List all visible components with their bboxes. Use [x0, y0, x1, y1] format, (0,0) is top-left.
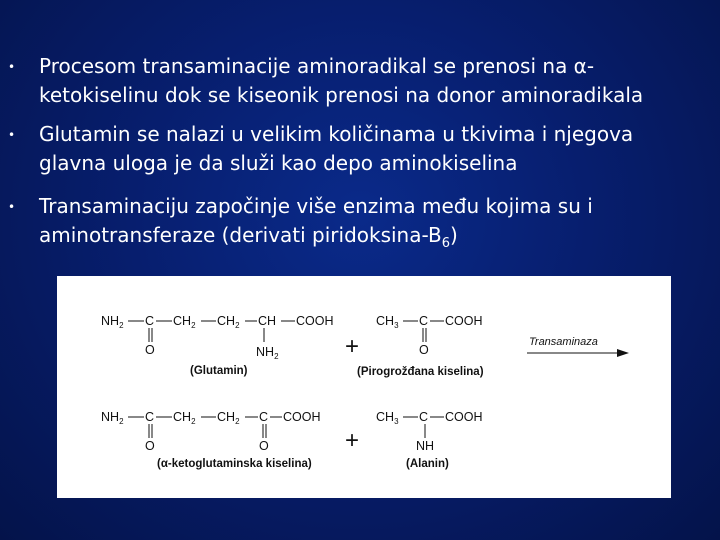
alanin-structure	[376, 410, 483, 470]
bullet-text: Procesom transaminacije aminoradikal se prenosi na α-ketokiselinu dok se kiseonik prenosi na donor aminoradikala	[39, 54, 644, 107]
svg-text:CH2: $CH_2$	[173, 314, 196, 330]
pirogrozdjana-structure	[357, 314, 484, 378]
plus-sign: +	[345, 427, 360, 454]
svg-text:(Pirogrožđana kiselina): (Pirogrožđana kiselina)	[357, 366, 484, 378]
svg-text:CH2: $CH_2$	[173, 410, 196, 426]
svg-text:O: O	[259, 439, 269, 453]
svg-text:Transaminaza: Transaminaza	[529, 336, 598, 348]
bullet-text-main: Transaminaciju započinje više enzima među kojima su i aminotransferaze (derivati piridoksina-B	[39, 194, 593, 247]
bullet-dot-icon: •	[8, 60, 16, 74]
bullet-dot-icon: •	[8, 200, 16, 214]
svg-text:NH2: $NH_2$	[101, 410, 124, 426]
svg-text:CH3: $CH_3$	[376, 410, 399, 426]
svg-text:CH: CH	[258, 314, 277, 328]
svg-text:(Glutamin): (Glutamin)	[190, 365, 248, 377]
svg-text:C: C	[259, 410, 269, 424]
svg-text:COOH: COOH	[283, 410, 321, 424]
svg-text:C: C	[145, 314, 155, 328]
svg-text:CH2: $CH_2$	[217, 314, 240, 330]
svg-text:C: C	[419, 410, 429, 424]
svg-text:C: C	[145, 410, 155, 424]
svg-text:C: C	[419, 314, 429, 328]
svg-text:(α-ketoglutaminska kiselina): (α-ketoglutaminska kiselina)	[157, 458, 312, 470]
bullet-dot-icon: •	[8, 128, 16, 142]
svg-text:COOH: COOH	[445, 314, 483, 328]
svg-text:CH2: $CH_2$	[217, 410, 240, 426]
transaminaza-arrow	[527, 336, 629, 357]
svg-text:(Alanin): (Alanin)	[406, 458, 449, 470]
bullet-text: Glutamin se nalazi u velikim količinama u tkivima i njegova glavna uloga je da služi kao depo aminokiselina	[39, 122, 634, 175]
transamination-figure	[57, 276, 671, 498]
bullet-text-subscript: 6	[441, 236, 450, 251]
bullet-text	[39, 192, 699, 258]
ketoglutaminska-structure	[101, 410, 321, 470]
svg-text:NH2: $NH_2$	[101, 314, 124, 330]
svg-text:NH2: $NH_2$	[256, 345, 279, 361]
svg-text:O: O	[145, 343, 155, 357]
svg-text:NH: NH	[416, 439, 435, 453]
plus-sign: +	[345, 333, 360, 360]
glutamin-structure	[101, 314, 334, 377]
bullet-text-end: )	[450, 223, 458, 247]
svg-text:O: O	[419, 343, 429, 357]
reaction-diagram	[57, 276, 671, 498]
svg-text:COOH: COOH	[445, 410, 483, 424]
svg-text:COOH: COOH	[296, 314, 334, 328]
svg-text:O: O	[145, 439, 155, 453]
svg-text:CH3: $CH_3$	[376, 314, 399, 330]
